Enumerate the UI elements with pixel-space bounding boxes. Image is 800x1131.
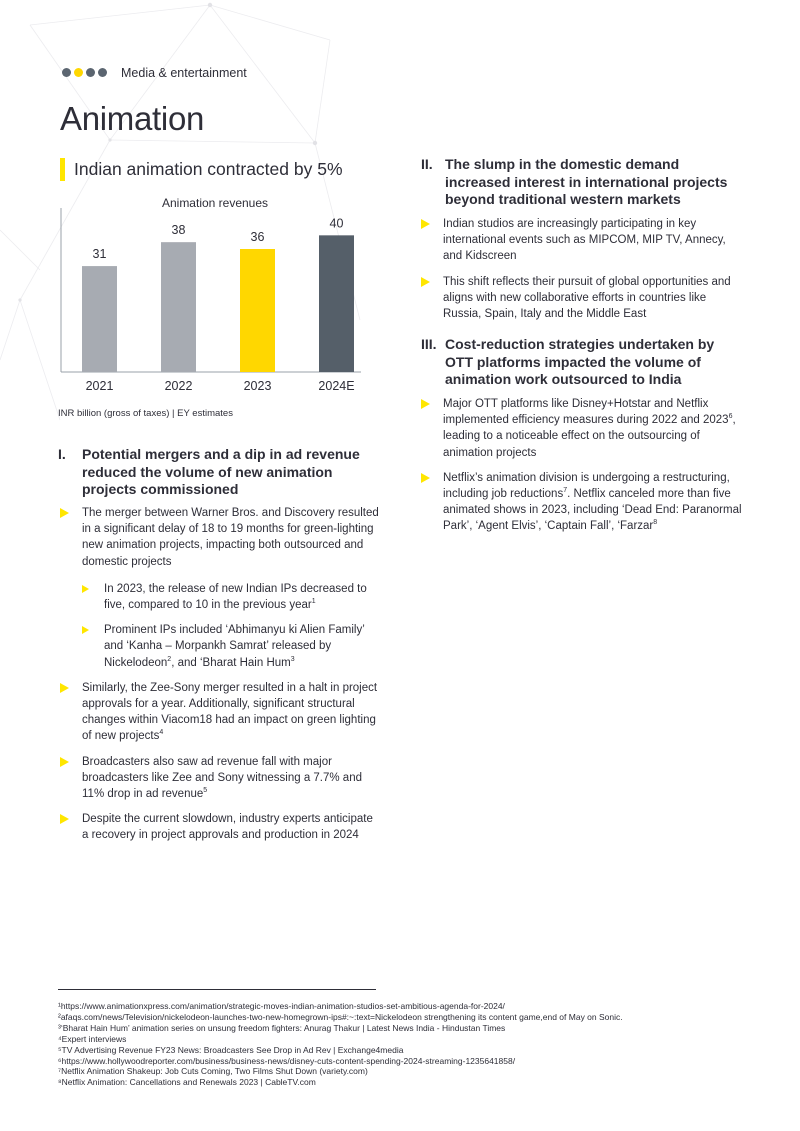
bullet-text: Broadcasters also saw ad revenue fall with major broadcasters like Zee and Sony witnessing a 7.7% and 11% drop in ad revenue xyxy=(82,755,362,801)
section-2-heading xyxy=(421,156,745,209)
dot-icon xyxy=(62,68,71,77)
bullet-arrow-icon xyxy=(421,219,430,229)
section-1-title: Potential mergers and a dip in ad revenue reduced the volume of new animation projects commissioned xyxy=(82,446,360,497)
section-3-title: Cost-reduction strategies undertaken by OTT platforms impacted the volume of animation work outsourced to India xyxy=(445,336,715,387)
section-1-bullets xyxy=(60,505,380,853)
data-label-2022: 38 xyxy=(171,223,186,238)
footnote-divider xyxy=(58,989,376,990)
brand-dots-icon xyxy=(62,68,107,77)
list-item xyxy=(82,622,380,671)
section-3-heading xyxy=(421,336,745,389)
footnote-ref: 4 xyxy=(159,729,164,737)
section-1-heading xyxy=(58,446,382,499)
bullet-text: Despite the current slowdown, industry experts anticipate a recovery in project approvals and production in 2024 xyxy=(82,813,373,842)
bullet-arrow-icon xyxy=(421,277,430,287)
section-3-bullets xyxy=(421,396,743,544)
footnote-ref: 2 xyxy=(167,655,172,663)
bullet-text: In 2023, the release of new Indian IPs decreased to five, compared to 10 in the previous year xyxy=(104,582,367,612)
footnote: ¹https://www.animationxpress.com/animation/strategic-moves-indian-animation-studios-set-ambitious-agenda-for-2024/ xyxy=(58,1001,505,1011)
footnote-ref: 3 xyxy=(290,655,295,663)
bullet-arrow-icon xyxy=(60,508,69,518)
bullet-text: Prominent IPs included ‘Abhimanyu ki Alien Family’ and ‘Kanha – Morpankh Samrat’ released by Nickelodeon xyxy=(104,624,365,669)
list-item xyxy=(421,216,743,265)
bar-2023 xyxy=(240,249,275,372)
list-item xyxy=(421,396,743,461)
list-item xyxy=(60,505,380,671)
section-3-number: III. xyxy=(421,336,437,352)
section-1-number: I. xyxy=(58,446,66,462)
section-2-number: II. xyxy=(421,156,433,172)
chart-heading: Indian animation contracted by 5% xyxy=(60,158,343,181)
footnote-ref: 5 xyxy=(203,787,208,795)
footnote: ⁴Expert interviews xyxy=(58,1033,127,1044)
section-2-title: The slump in the domestic demand increased interest in international projects beyond traditional western markets xyxy=(445,156,728,207)
bullet-text: The merger between Warner Bros. and Discovery resulted in a significant delay of 18 to 19 months for green-lighting new animation projects, impacting both outsourced and domestic projects xyxy=(82,507,379,568)
footnote-ref: 8 xyxy=(653,519,658,527)
list-item xyxy=(60,680,380,745)
bar-2024E xyxy=(319,235,354,372)
footnote: ⁷Netflix Animation Shakeup: Job Cuts Coming, Two Films Shut Down (variety.com) xyxy=(58,1066,368,1077)
dot-icon xyxy=(74,68,83,77)
footnote: ⁸Netflix Animation: Cancellations and Renewals 2023 | CableTV.com xyxy=(58,1077,316,1088)
x-tick-2021: 2021 xyxy=(85,379,114,393)
footnote-ref: 1 xyxy=(311,598,316,606)
bullet-arrow-icon xyxy=(60,814,69,824)
list-item xyxy=(60,754,380,803)
bullet-text: , and ‘Bharat Hain Hum xyxy=(171,656,291,669)
bar-2021 xyxy=(82,266,117,372)
page-title: Animation xyxy=(60,100,205,137)
bullet-arrow-icon xyxy=(60,757,69,767)
x-tick-2024E: 2024E xyxy=(318,379,355,393)
x-tick-2023: 2023 xyxy=(243,379,272,393)
list-item xyxy=(421,470,743,535)
bullet-text: Indian studios are increasingly participating in key international events such as MIPCOM, MIP TV, Annecy, and Kidscreen xyxy=(443,218,726,263)
animation-revenues-chart xyxy=(50,208,370,398)
footnote: ²afaqs.com/news/Television/nickelodeon-launches-two-new-homegrown-ips#:~:text=Nickelodeon strengthening its content game,end of May on Sonic. xyxy=(58,1011,623,1022)
footnote-ref: 6 xyxy=(728,413,733,421)
chart-title: Animation revenues xyxy=(161,196,269,210)
list-item xyxy=(82,581,380,613)
footnote: ⁶https://www.hollywoodreporter.com/business/business-news/disney-cuts-content-spending-2024-streaming-1235641858/ xyxy=(58,1055,516,1066)
footnote: ⁵TV Advertising Revenue FY23 News: Broadcasters See Drop in Ad Rev | Exchange4media xyxy=(58,1044,404,1055)
bullet-text: This shift reflects their pursuit of global opportunities and aligns with new collaborative efforts in countries like Russia, Spain, Italy and the Middle East xyxy=(443,275,731,321)
bullet-arrow-icon xyxy=(82,626,89,634)
dot-icon xyxy=(98,68,107,77)
footnote: ³‘Bharat Hain Hum’ animation series on unsung freedom fighters: Anurag Thakur | Latest News India - Hindustan Times xyxy=(58,1022,506,1033)
data-label-2023: 36 xyxy=(250,230,265,244)
data-label-2021: 31 xyxy=(92,247,107,262)
section-label: Media & entertainment xyxy=(121,66,247,80)
bullet-arrow-icon xyxy=(82,585,89,593)
list-item xyxy=(60,811,380,843)
data-label-2024E: 40 xyxy=(329,216,344,231)
chart-source: INR billion (gross of taxes) | EY estimates xyxy=(58,408,233,419)
bullet-arrow-icon xyxy=(421,473,430,483)
bullet-text: . Netflix canceled more than five animated shows in 2023, including ‘Dead End: Paranormal Park’, ‘Agent Elvis’, ‘Captain Fall’, ‘Farzar xyxy=(443,488,742,533)
section-1-sub-bullets xyxy=(82,581,380,671)
bullet-text: Similarly, the Zee-Sony merger resulted in a halt in project approvals for a year. Additionally, significant structural changes within Viacom18 had an impact on green lighting of new projects xyxy=(82,681,378,743)
list-item xyxy=(421,274,743,323)
bullet-text: , leading to a noticeable effect on the outsourcing of animation projects xyxy=(443,414,736,459)
bullet-arrow-icon xyxy=(60,683,69,693)
bullet-arrow-icon xyxy=(421,399,430,409)
x-tick-2022: 2022 xyxy=(164,379,193,393)
footnotes xyxy=(58,1001,623,1088)
bullet-text: Netflix’s animation division is undergoing a restructuring, including job reductions xyxy=(443,471,730,501)
bullet-text: Major OTT platforms like Disney+Hotstar and Netflix implemented efficiency measures during 2022 and 2023 xyxy=(443,398,729,427)
dot-icon xyxy=(86,68,95,77)
section-2-bullets xyxy=(421,216,743,331)
bar-2022 xyxy=(161,242,196,372)
footnote-ref: 7 xyxy=(563,487,568,495)
